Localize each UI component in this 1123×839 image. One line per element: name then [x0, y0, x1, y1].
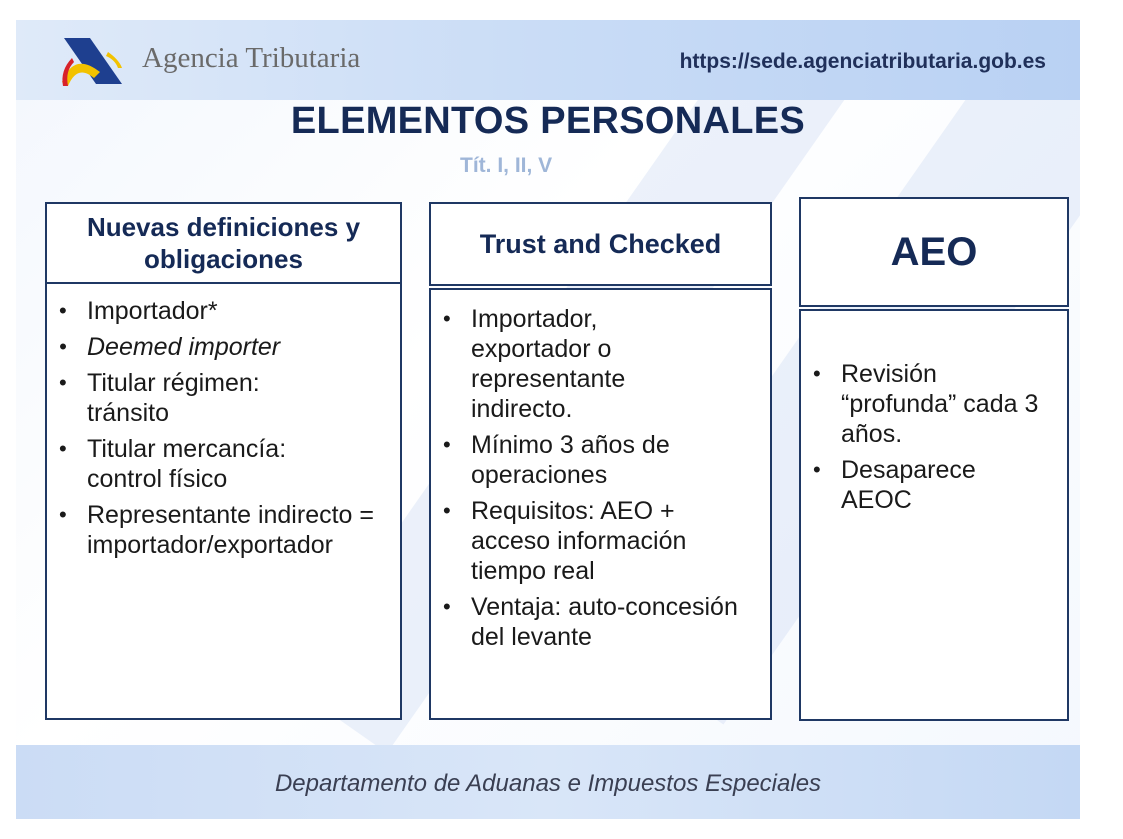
bullet-list: [431, 304, 770, 652]
list-item: • Mínimo 3 años de operaciones: [431, 430, 731, 490]
list-item: • Ventaja: auto-concesión del levante: [431, 592, 761, 652]
list-item: • Desaparece AEOC: [801, 455, 1021, 515]
agencia-tributaria-logo-icon: [60, 32, 126, 90]
footer-band: [16, 745, 1080, 819]
slide: [16, 20, 1080, 819]
column-heading-text: Trust and Checked: [479, 228, 722, 259]
agency-name: Agencia Tributaria: [142, 42, 361, 74]
column-heading-trust-and-checked: [429, 202, 772, 286]
column-heading-aeo: [799, 197, 1069, 307]
list-item: • Importador, exportador o representante indirecto.: [431, 304, 671, 424]
column-body-nuevas-definiciones: [45, 282, 402, 720]
bullet-list: [801, 359, 1067, 515]
column-heading-text: Nuevas definiciones y obligaciones: [86, 212, 361, 274]
column-heading-text: AEO: [890, 229, 978, 274]
column-heading-nuevas-definiciones: [45, 202, 402, 284]
list-item: • Importador*: [47, 296, 400, 326]
website-url[interactable]: https://sede.agenciatributaria.gob.es: [679, 50, 1046, 73]
list-item: • Titular mercancía: control físico: [47, 434, 337, 494]
header-band: [16, 20, 1080, 100]
list-item: • Titular régimen: tránsito: [47, 368, 317, 428]
list-item: • Revisión “profunda” cada 3 años.: [801, 359, 1056, 449]
list-item: • Representante indirecto = importador/exportador: [47, 500, 387, 560]
list-item: • Deemed importer: [47, 332, 400, 362]
list-item: • Requisitos: AEO + acceso información tiempo real: [431, 496, 736, 586]
page-title: ELEMENTOS PERSONALES: [290, 100, 806, 142]
footer-department: Departamento de Aduanas e Impuestos Especiales: [274, 770, 822, 797]
page-subtitle: Tít. I, II, V: [460, 154, 553, 177]
column-body-aeo: [799, 309, 1069, 721]
bullet-list: [47, 296, 400, 560]
column-body-trust-and-checked: [429, 288, 772, 720]
